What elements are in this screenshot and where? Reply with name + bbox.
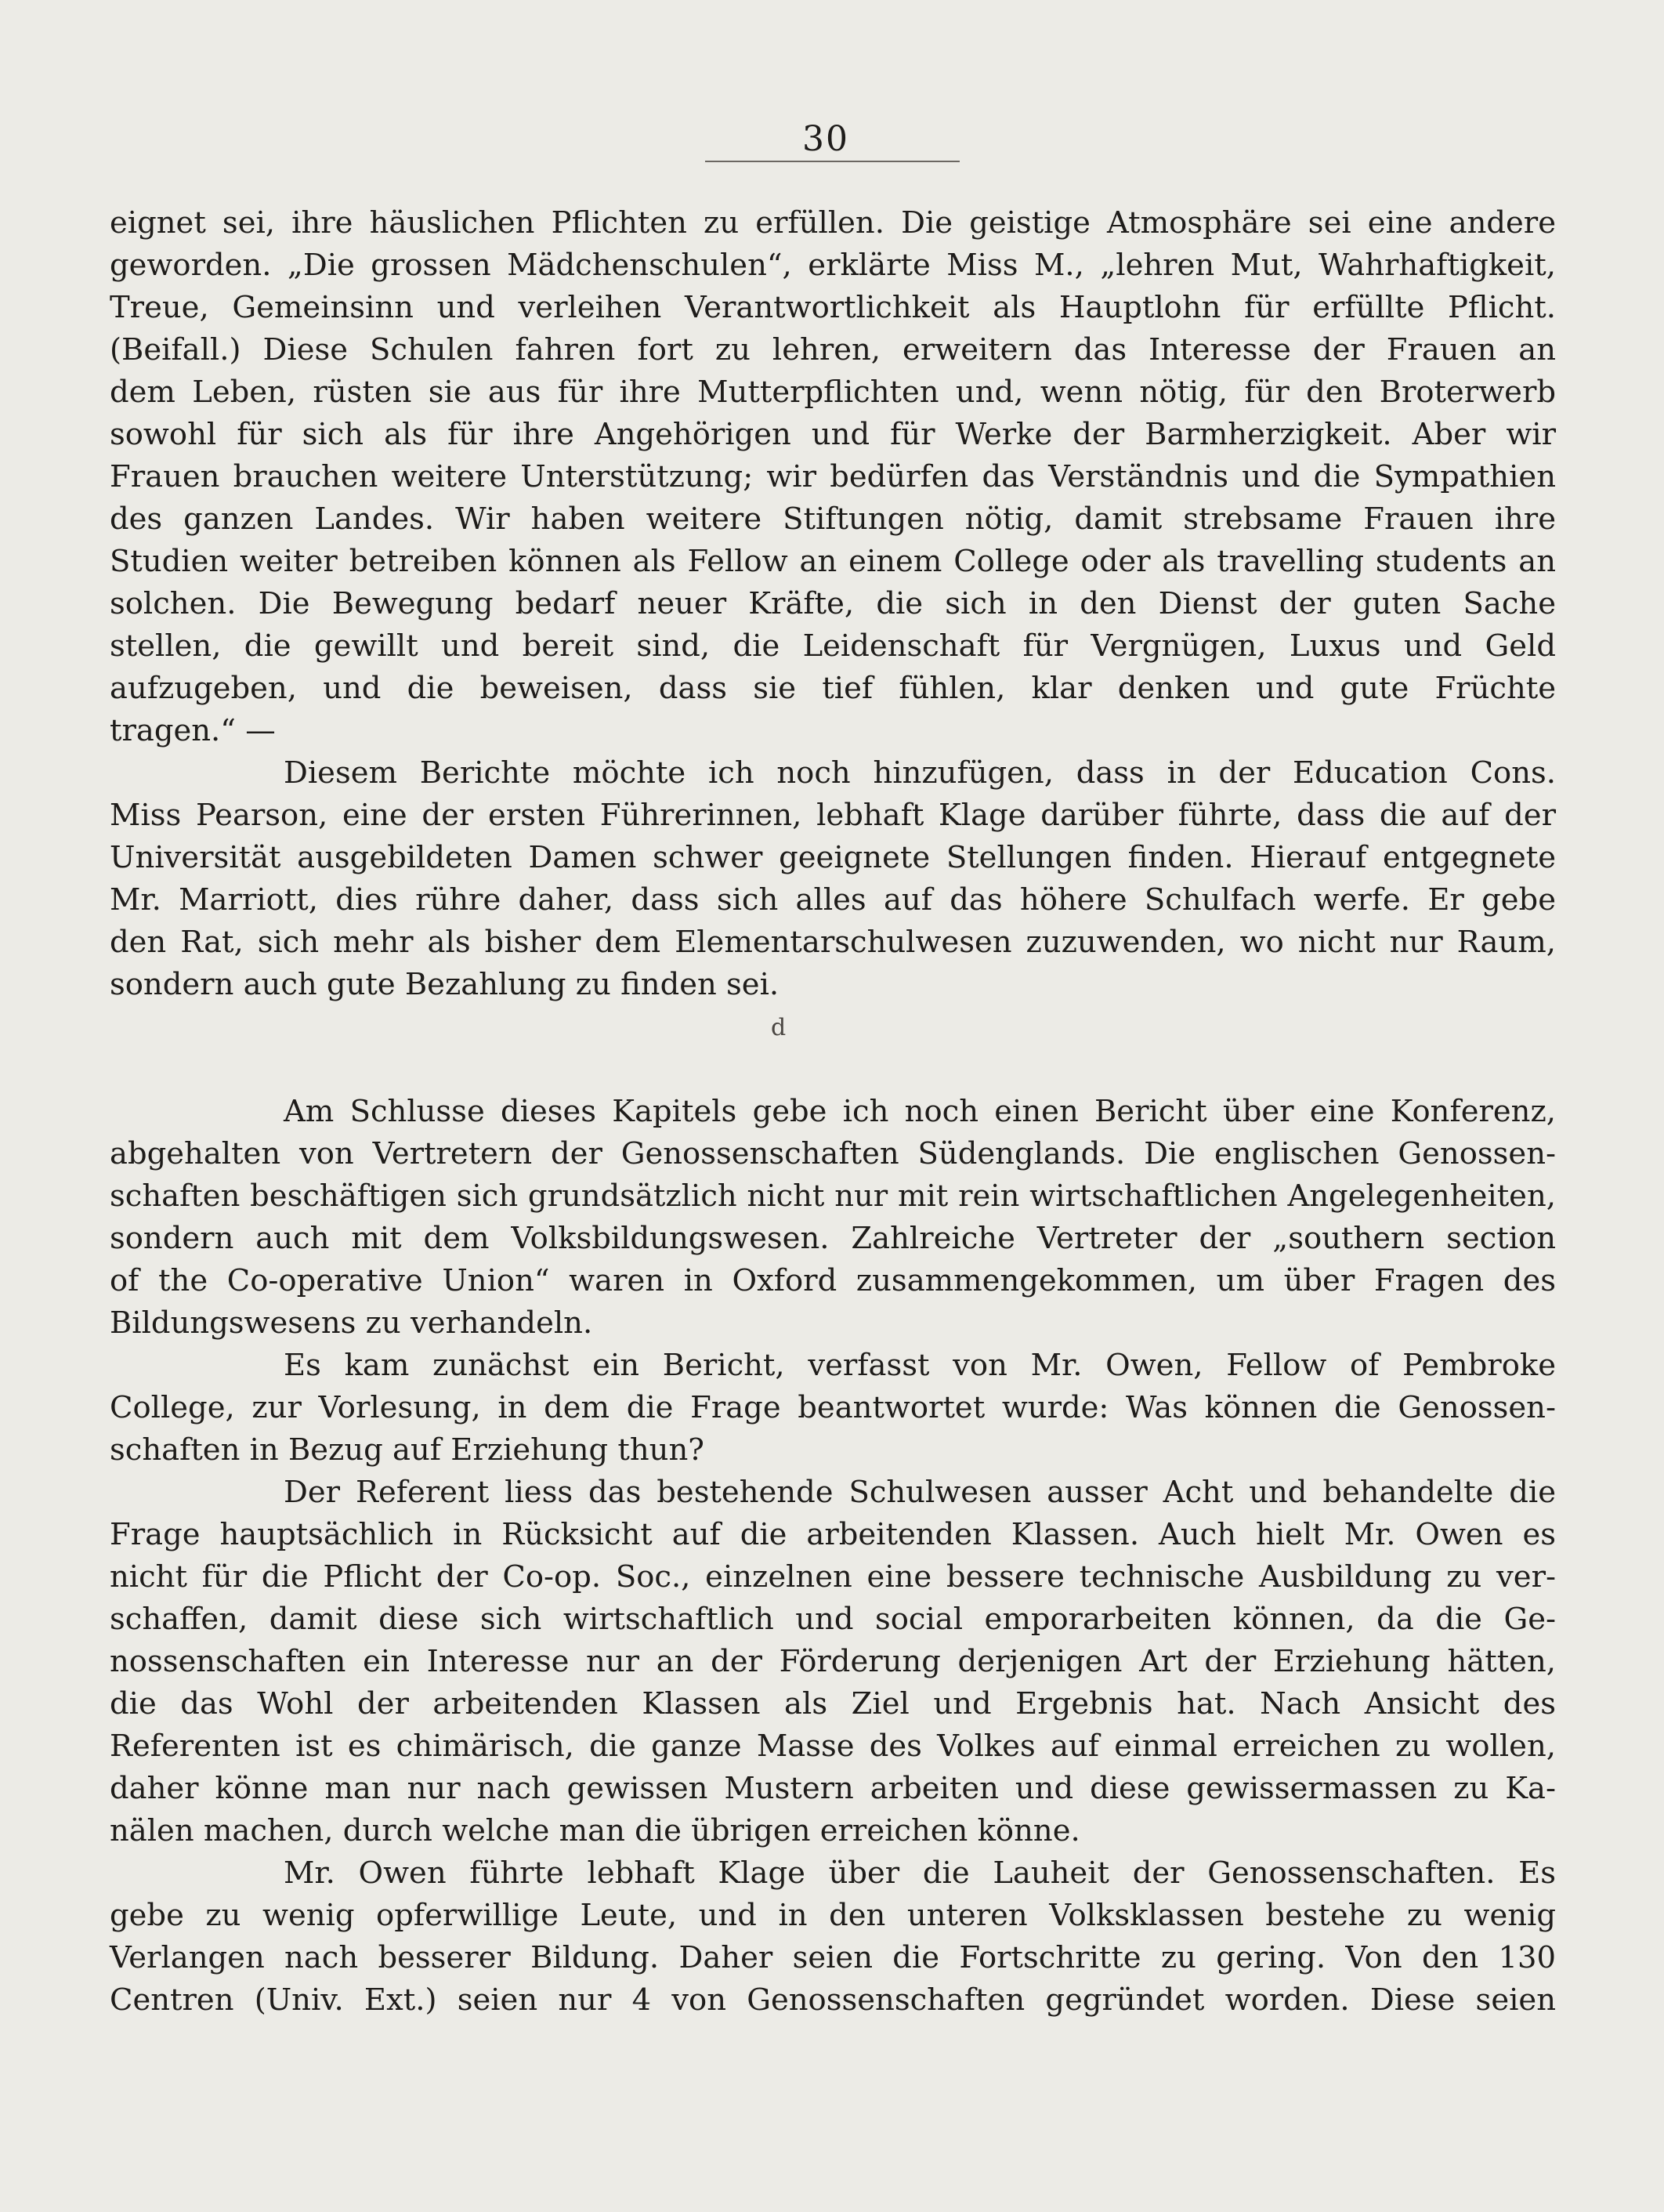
text-line: Centren (Univ. Ext.) seien nur 4 von Genossenschaften gegründet worden. Diese seien [110, 1982, 1556, 2018]
text-line: sondern auch mit dem Volksbildungswesen. Zahlreiche Vertreter der „southern section [110, 1221, 1556, 1256]
body-text-lower [110, 1091, 1556, 2022]
text-line: Universität ausgebildeten Damen schwer geeignete Stellungen finden. Hierauf entgegnete [110, 840, 1556, 875]
text-line: nälen machen, durch welche man die übrigen erreichen könne. [110, 1813, 1080, 1848]
text-line: Verlangen nach besserer Bildung. Daher seien die Fortschritte zu gering. Von den 130 [110, 1940, 1556, 1975]
text-line: Referenten ist es chimärisch, die ganze Masse des Volkes auf einmal erreichen zu wollen, [110, 1729, 1556, 1764]
text-line: stellen, die gewillt und bereit sind, die Leidenschaft für Vergnügen, Luxus und Geld [110, 628, 1556, 664]
header-rule [705, 161, 960, 162]
text-line: Mr. Owen führte lebhaft Klage über die Lauheit der Genossenschaften. Es [284, 1855, 1556, 1891]
text-line: schaffen, damit diese sich wirtschaftlich und social emporarbeiten können, da die Ge- [110, 1602, 1556, 1637]
text-line: geworden. „Die grossen Mädchenschulen“, erklärte Miss M., „lehren Mut, Wahrhaftigkeit, [110, 248, 1556, 283]
text-line: sowohl für sich als für ihre Angehörigen und für Werke der Barmherzigkeit. Aber wir [110, 417, 1556, 452]
text-line: Mr. Marriott, dies rühre daher, dass sich alles auf das höhere Schulfach werfe. Er gebe [110, 882, 1556, 918]
text-line: Diesem Berichte möchte ich noch hinzufügen, dass in der Education Cons. [284, 755, 1556, 791]
body-text [110, 202, 1556, 1006]
text-line: dem Leben, rüsten sie aus für ihre Mutterpflichten und, wenn nötig, für den Broterwerb [110, 375, 1556, 410]
text-line: (Beifall.) Diese Schulen fahren fort zu lehren, erweitern das Interesse der Frauen an [110, 332, 1556, 367]
text-line: Treue, Gemeinsinn und verleihen Verantwortlichkeit als Hauptlohn für erfüllte Pflicht. [110, 290, 1556, 325]
text-line: solchen. Die Bewegung bedarf neuer Kräfte, die sich in den Dienst der guten Sache [110, 586, 1556, 621]
text-line: nossenschaften ein Interesse nur an der Förderung derjenigen Art der Erziehung hätten, [110, 1644, 1556, 1679]
text-line: Es kam zunächst ein Bericht, verfasst von Mr. Owen, Fellow of Pembroke [284, 1348, 1556, 1383]
text-line: Frauen brauchen weitere Unterstützung; wir bedürfen das Verständnis und die Sympathien [110, 459, 1556, 494]
text-line: Bildungswesens zu verhandeln. [110, 1305, 593, 1341]
text-line: die das Wohl der arbeitenden Klassen als Ziel und Ergebnis hat. Nach Ansicht des [110, 1686, 1556, 1721]
text-line: College, zur Vorlesung, in dem die Frage beantwortet wurde: Was können die Genossen- [110, 1390, 1556, 1425]
text-line: Am Schlusse dieses Kapitels gebe ich noch einen Bericht über eine Konferenz, [284, 1094, 1556, 1129]
text-line: schaften in Bezug auf Erziehung thun? [110, 1432, 704, 1468]
page-number: 30 [802, 119, 849, 159]
text-line: Studien weiter betreiben können als Fellow an einem College oder als travelling students an [110, 544, 1556, 579]
text-line: Frage hauptsächlich in Rücksicht auf die arbeitenden Klassen. Auch hielt Mr. Owen es [110, 1517, 1556, 1552]
text-line: des ganzen Landes. Wir haben weitere Stiftungen nötig, damit strebsame Frauen ihre [110, 501, 1556, 537]
text-line: of the Co-operative Union“ waren in Oxford zusammengekommen, um über Fragen des [110, 1263, 1556, 1298]
text-line: aufzugeben, und die beweisen, dass sie tief fühlen, klar denken und gute Früchte [110, 671, 1556, 706]
text-line: nicht für die Pflicht der Co-op. Soc., einzelnen eine bessere technische Ausbildung zu ver- [110, 1559, 1556, 1595]
text-line: den Rat, sich mehr als bisher dem Elementarschulwesen zuzuwenden, wo nicht nur Raum, [110, 925, 1556, 960]
text-line: Miss Pearson, eine der ersten Führerinnen, lebhaft Klage darüber führte, dass die auf der [110, 798, 1556, 833]
text-line: Der Referent liess das bestehende Schulwesen ausser Acht und behandelte die [284, 1475, 1556, 1510]
text-line: eignet sei, ihre häuslichen Pflichten zu erfüllen. Die geistige Atmosphäre sei eine andere [110, 205, 1556, 241]
stray-mark: d [771, 1014, 787, 1041]
text-line: daher könne man nur nach gewissen Mustern arbeiten und diese gewissermassen zu Ka- [110, 1771, 1556, 1806]
text-line: tragen.“ — [110, 713, 276, 748]
text-line: sondern auch gute Bezahlung zu finden sei. [110, 967, 780, 1002]
text-line: schaften beschäftigen sich grundsätzlich nicht nur mit rein wirtschaftlichen Angelegenheiten, [110, 1178, 1556, 1214]
text-line: gebe zu wenig opferwillige Leute, und in den unteren Volksklassen bestehe zu wenig [110, 1898, 1556, 1933]
text-line: abgehalten von Vertretern der Genossenschaften Südenglands. Die englischen Genossen- [110, 1136, 1556, 1171]
